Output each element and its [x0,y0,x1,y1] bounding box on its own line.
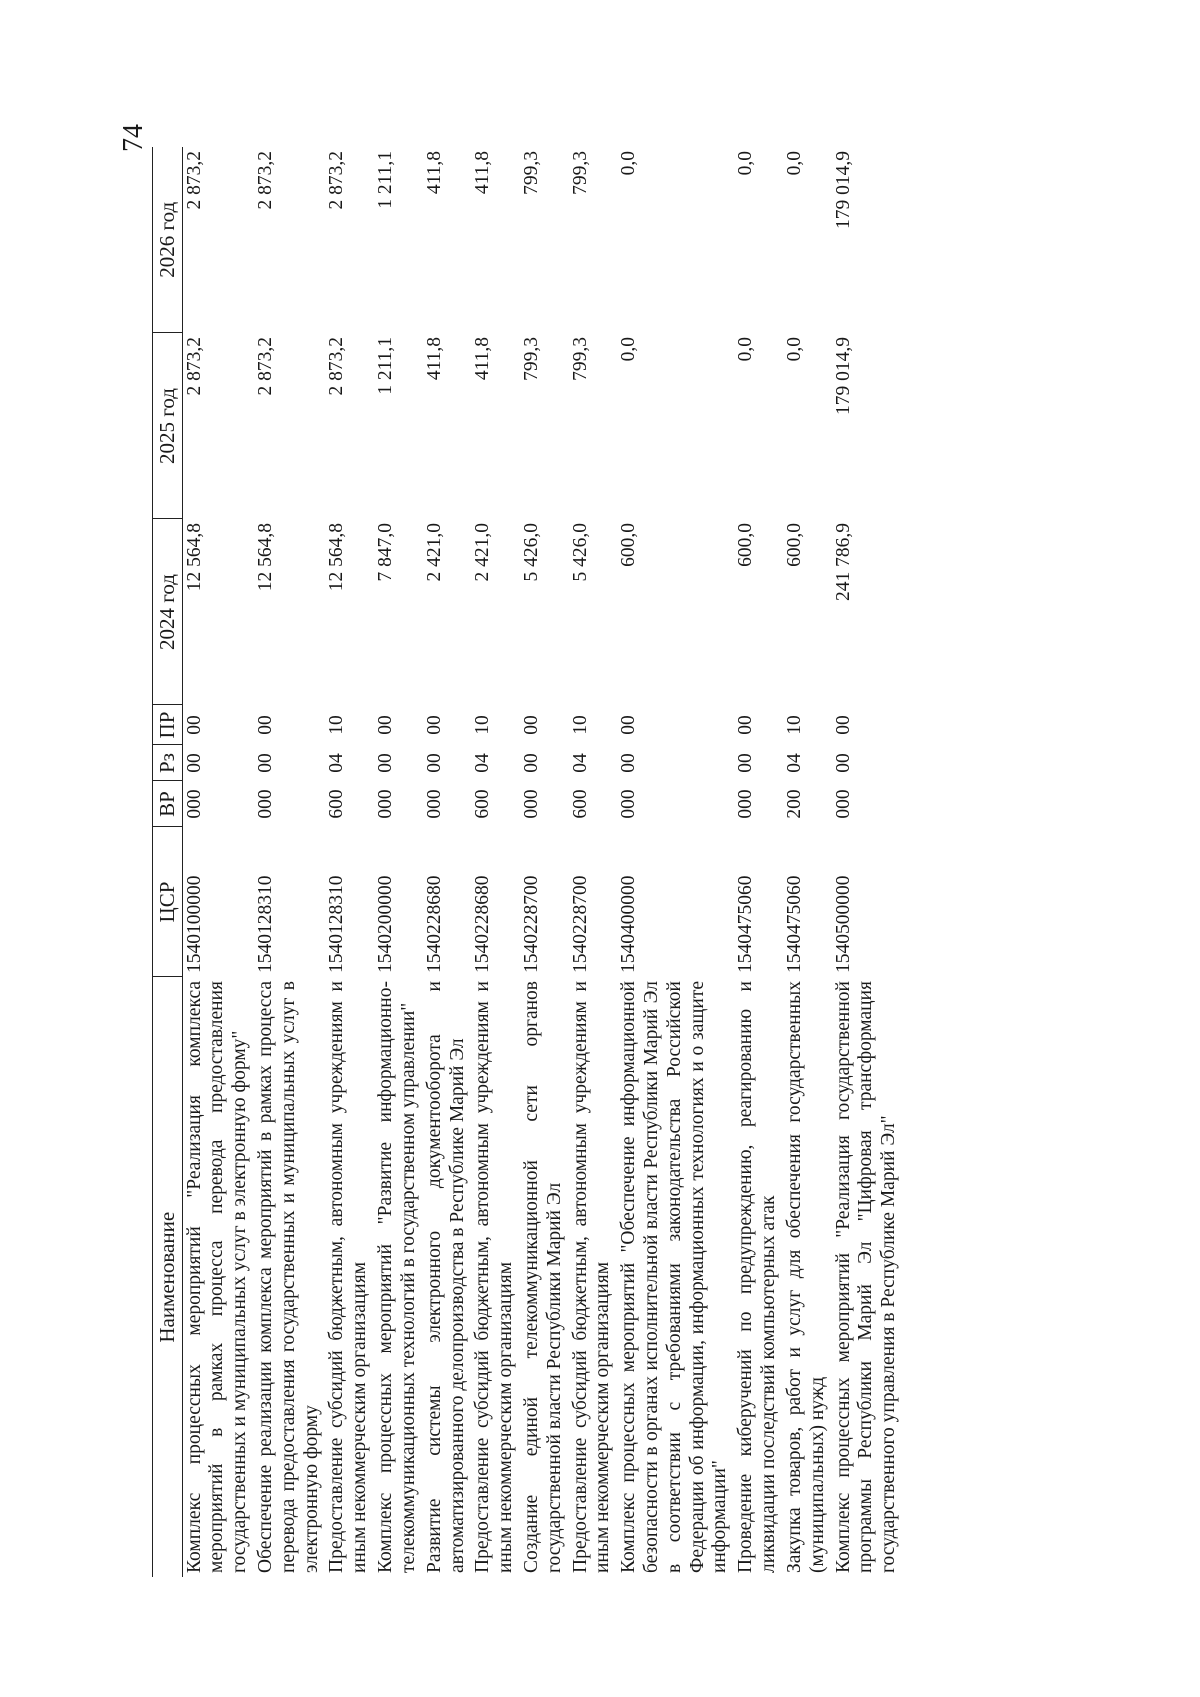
row-csr: 1540100000 [183,875,205,973]
row-2025: 799,3 [520,337,542,381]
row-2025: 2 873,2 [326,337,348,396]
row-pr: 00 [832,715,854,735]
header-vr: ВР [153,781,183,827]
row-2024: 2 421,0 [472,523,494,582]
table-row [569,147,618,1577]
row-2026: 411,8 [472,151,494,195]
row-name: Комплекс процессных мероприятий "Развитие информационно-телекоммуникационных технологий в государственном управлении" [375,981,419,1573]
row-name: Предоставление субсидий бюджетным, автономным учреждениям и иным некоммерческим организациям [569,981,614,1573]
row-2026: 0,0 [783,151,805,176]
header-rz: Рз [153,745,183,781]
row-name: Комплекс процессных мероприятий "Обеспечение информационной безопасности в органах исполнительной власти Республики Марий Эл в соответствии с требованиями законодательства Российской Федерации об информации, информационных технологиях и о защите информации" [618,981,731,1573]
row-2024: 12 564,8 [326,523,348,592]
table-row [734,147,783,1577]
row-csr: 1540228680 [472,875,494,973]
row-rz: 04 [569,753,591,773]
row-2025: 2 873,2 [255,337,276,396]
row-rz: 00 [423,753,445,773]
table-row [471,147,520,1577]
row-name: Предоставление субсидий бюджетным, автономным учреждениям и иным некоммерческим организациям [472,981,517,1573]
row-vr: 600 [326,789,348,819]
row-csr: 1540475060 [783,875,805,973]
header-pr: ПР [153,705,183,745]
row-vr: 000 [618,789,640,819]
row-name: Закупка товаров, работ и услуг для обеспечения государственных (муниципальных) нужд [783,981,828,1573]
row-2024: 241 786,9 [832,523,854,601]
page-number: 74 [118,124,149,152]
table-row [423,147,472,1577]
table-row [520,147,569,1577]
row-2024: 600,0 [783,523,805,567]
row-2026: 1 211,1 [375,151,397,209]
row-pr: 00 [618,715,640,735]
row-name: Комплекс процессных мероприятий "Реализация государственной программы Республики Марий Эл "Цифровая трансформация государственного управления в Республике Марий Эл" [832,981,900,1573]
row-vr: 000 [183,789,205,819]
row-vr: 200 [783,789,805,819]
row-vr: 000 [375,789,397,819]
row-rz: 00 [735,753,757,773]
row-rz: 04 [783,753,805,773]
row-rz: 04 [326,753,348,773]
row-rz: 00 [520,753,542,773]
row-2026: 0,0 [735,151,757,176]
row-2024: 2 421,0 [423,523,445,582]
row-csr: 1540475060 [735,875,757,973]
row-pr: 00 [255,715,276,735]
header-name: Наименование [153,977,183,1577]
row-csr: 1540500000 [832,875,854,973]
row-vr: 000 [255,789,276,819]
row-2026: 799,3 [520,151,542,195]
row-2025: 2 873,2 [183,337,205,396]
row-2026: 2 873,2 [326,151,348,210]
row-2025: 1 211,1 [375,337,397,395]
row-2024: 600,0 [735,523,757,567]
row-2025: 179 014,9 [832,337,854,415]
row-2026: 2 873,2 [255,151,276,210]
row-2024: 5 426,0 [520,523,542,582]
row-2026: 411,8 [423,151,445,195]
row-pr: 00 [735,715,757,735]
row-rz: 00 [375,753,397,773]
row-2024: 5 426,0 [569,523,591,582]
row-pr: 00 [183,715,205,735]
row-pr: 00 [520,715,542,735]
row-2024: 600,0 [618,523,640,567]
row-2024: 7 847,0 [375,523,397,582]
row-2025: 799,3 [569,337,591,381]
row-csr: 1540228700 [520,875,542,973]
row-pr: 10 [472,715,494,735]
table-row [254,147,325,1577]
header-2025: 2025 год [153,333,183,519]
header-csr: ЦСР [153,827,183,977]
table-row [783,147,832,1577]
row-vr: 000 [520,789,542,819]
row-rz: 00 [183,753,205,773]
row-rz: 00 [832,753,854,773]
table-row [832,147,911,1577]
header-2026: 2026 год [153,147,183,333]
row-name: Комплекс процессных мероприятий "Реализация комплекса мероприятий в рамках процесса перевода предоставления государственных и муниципальных услуг в электронную форму" [183,981,251,1573]
row-name: Развитие системы электронного документооборота и автоматизированного делопроизводства в Республике Марий Эл [423,981,468,1573]
row-name: Обеспечение реализации комплекса мероприятий в рамках процесса перевода предоставления государственных и муниципальных услуг в электронную форму [255,981,322,1573]
row-2025: 0,0 [618,337,640,362]
row-name: Проведение киберучений по предупреждению, реагированию и ликвидации последствий компьютерных атак [735,981,780,1573]
row-csr: 1540228680 [423,875,445,973]
row-csr: 1540128310 [326,875,348,973]
row-pr: 00 [375,715,397,735]
table-row [325,147,374,1577]
header-2024: 2024 год [153,519,183,705]
row-2026: 2 873,2 [183,151,205,210]
row-csr: 1540400000 [618,875,640,973]
row-2024: 12 564,8 [255,523,276,592]
row-pr: 10 [783,715,805,735]
row-vr: 000 [423,789,445,819]
row-pr: 10 [569,715,591,735]
table-header-row [153,147,183,1577]
row-csr: 1540200000 [375,875,397,973]
row-pr: 10 [326,715,348,735]
row-pr: 00 [423,715,445,735]
row-vr: 600 [569,789,591,819]
budget-table [152,147,911,1577]
row-rz: 00 [255,753,276,773]
row-2025: 411,8 [472,337,494,381]
row-2025: 411,8 [423,337,445,381]
row-vr: 600 [472,789,494,819]
row-rz: 00 [618,753,640,773]
table-row [374,147,423,1577]
row-name: Создание единой телекоммуникационной сети органов государственной власти Республики Марий Эл [520,981,565,1573]
row-rz: 04 [472,753,494,773]
row-2025: 0,0 [735,337,757,362]
row-vr: 000 [735,789,757,819]
row-csr: 1540128310 [255,875,276,973]
row-2026: 799,3 [569,151,591,195]
table-row [182,147,254,1577]
row-2024: 12 564,8 [183,523,205,592]
row-name: Предоставление субсидий бюджетным, автономным учреждениям и иным некоммерческим организациям [326,981,371,1573]
row-2025: 0,0 [783,337,805,362]
row-2026: 0,0 [618,151,640,176]
row-2026: 179 014,9 [832,151,854,229]
row-csr: 1540228700 [569,875,591,973]
row-vr: 000 [832,789,854,819]
table-row [617,147,734,1577]
